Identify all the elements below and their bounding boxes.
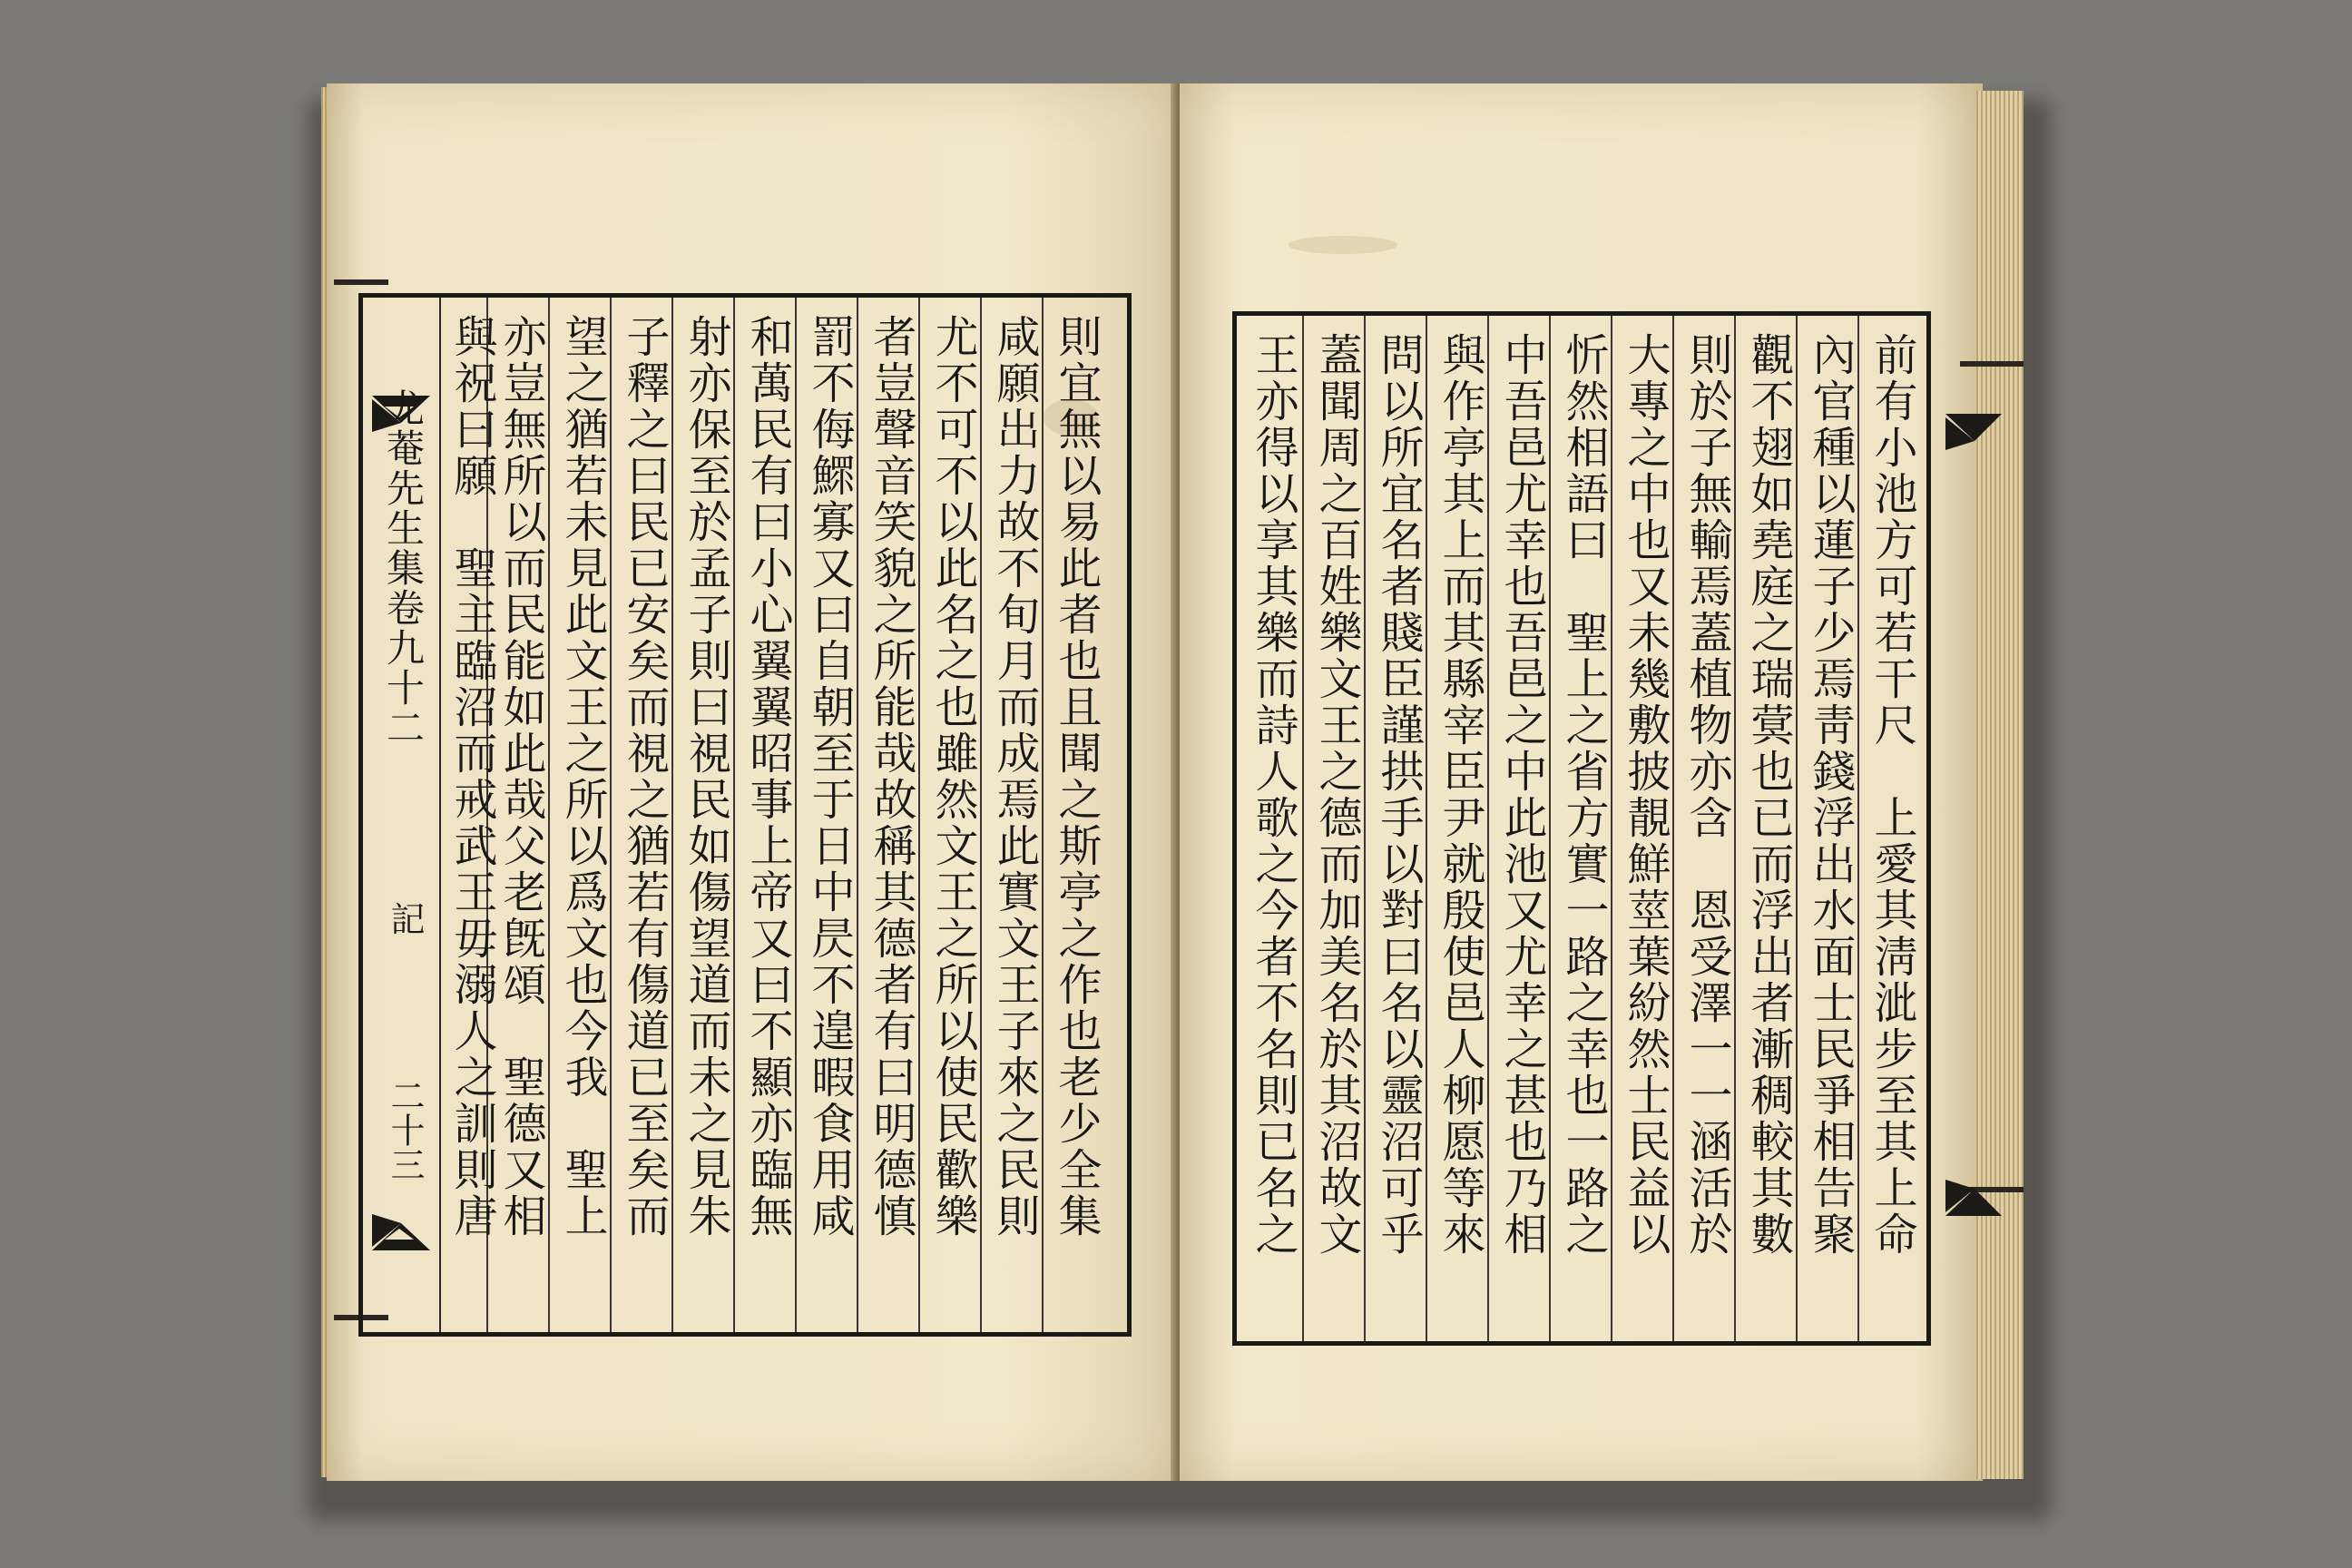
- text-column: 亦豈無所以而民能如此哉父老旣頌 聖德又相: [495, 314, 546, 1240]
- left-text-frame: [358, 293, 1132, 1337]
- text-column: 蓋聞周之百姓樂文王之德而加美名於其沼故文: [1311, 332, 1362, 1258]
- right-text-frame: [1232, 311, 1931, 1346]
- text-column: 與作亭其上而其縣宰臣尹就殷使邑人柳愿等來: [1435, 332, 1485, 1258]
- text-column: 射亦保至於孟子則曰視民如傷望道而未之見朱: [681, 314, 731, 1240]
- binding-thread: [1960, 361, 2024, 367]
- text-column: 觀不翅如堯庭之瑞蓂也已而浮出者漸稠較其數: [1743, 332, 1794, 1258]
- text-column: 中吾邑尤幸也吾邑之中此池又尤幸之甚也乃相: [1496, 332, 1547, 1258]
- text-column: 王亦得以享其樂而詩人歌之今者不名則已名之: [1248, 332, 1298, 1258]
- text-column: 罰不侮鰥寡又曰自朝至于日中昃不遑暇食用咸: [804, 314, 855, 1240]
- fish-tail-mark-right-bottom: [1942, 1172, 2005, 1223]
- text-column: 內官種以蓮子少焉靑錢浮出水面士民爭相告聚: [1805, 332, 1856, 1258]
- fish-tail-mark-bottom: [367, 1205, 436, 1259]
- text-column: 與祝曰願 聖主臨沼而戒武王毋溺人之訓則唐: [446, 314, 497, 1240]
- text-column: 望之猶若未見此文王之所以爲文也今我 聖上: [557, 314, 608, 1240]
- center-band: [363, 298, 441, 1332]
- fish-tail-mark-right-top: [1942, 407, 2005, 457]
- text-column: 前有小池方可若干尺 上愛其淸泚步至其上命: [1867, 332, 1917, 1258]
- page-stain: [1289, 236, 1397, 254]
- section-label: 記: [385, 901, 425, 936]
- right-page-edges: [1976, 91, 2024, 1479]
- text-column: 和萬民有曰小心翼翼昭事上帝又曰不顯亦臨無: [742, 314, 793, 1240]
- text-column: 則宜無以易此者也且聞之斯亭之作也老少全集: [1051, 314, 1102, 1240]
- volume-title: 尤菴先生集卷九十二: [381, 388, 426, 748]
- text-column: 尤不可不以此名之也雖然文王之所以使民歡樂: [927, 314, 978, 1240]
- text-column: 大專之中也又未幾敷披靚鮮莖葉紛然士民益以: [1620, 332, 1671, 1258]
- text-column: 忻然相語曰 聖上之省方實一路之幸也一路之: [1558, 332, 1609, 1258]
- binding-thread: [334, 279, 388, 285]
- text-column: 者豈聲音笑貌之所能哉故稱其德者有曰明德慎: [866, 314, 916, 1240]
- text-column: 咸願出力故不旬月而成焉此實文王子來之民則: [989, 314, 1040, 1240]
- text-column: 則於子無輸焉蓋植物亦含 恩受澤一一涵活於: [1681, 332, 1732, 1258]
- page-number: 二十三: [385, 1078, 425, 1181]
- text-column: 子釋之曰民已安矣而視之猶若有傷道已至矣而: [619, 314, 670, 1240]
- text-column: 問以所宜名者賤臣謹拱手以對曰名以靈沼可乎: [1373, 332, 1424, 1258]
